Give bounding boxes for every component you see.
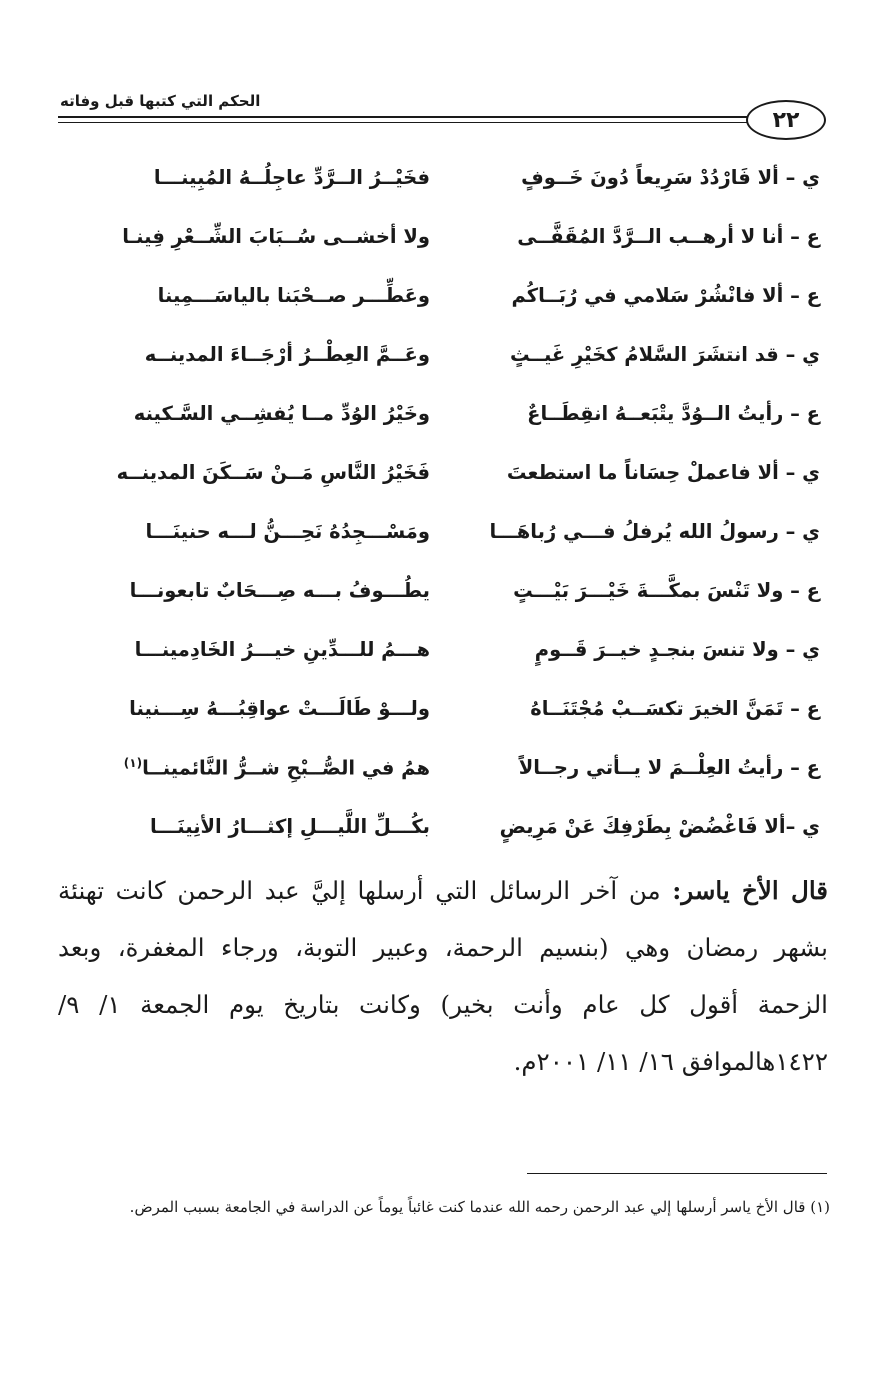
verse-second-hemistich-with-note xyxy=(70,756,430,780)
verse-second-hemistich: وعَــمَّ العِطْــرُ أرْجَــاءَ المدينــه xyxy=(144,343,430,366)
verse-second-hemistich: همُ في الصُّــبْحِ شــرُّ النَّائمينــا xyxy=(142,756,430,780)
verse-first-hemistich: ي – رسولُ الله يُرفلُ فـــي رُباهَـــا xyxy=(489,520,820,543)
verse-row xyxy=(60,166,820,206)
verse-second-hemistich: وعَطِّـــر صــحْبَنا بالياسَـــمِينا xyxy=(157,284,430,307)
verse-first-hemistich: ع – تَمَنَّ الخيرَ تكسَــبْ مُجْتَنَــاهُ xyxy=(530,697,820,720)
verse-row xyxy=(60,343,820,383)
verse-second-hemistich: يطُـــوفُ بـــه صِـــحَابٌ تابعونـــا xyxy=(129,579,430,602)
verse-first-hemistich: ع – ولا تَنْسَ بمكَّـــةَ خَيْـــرَ بَيْـــتٍ xyxy=(513,579,820,602)
verse-row xyxy=(60,225,820,265)
verse-second-hemistich: ولا أخشــى سُــبَابَ الشِّــعْرِ فِينـا xyxy=(122,225,430,248)
verse-row xyxy=(60,461,820,501)
header-rule-thin xyxy=(58,122,763,123)
page-number: ٢٢ xyxy=(772,107,800,133)
verse-first-hemistich: ي – قد انتشَرَ السَّلامُ كخَيْرِ غَيــثٍ xyxy=(509,343,820,366)
footnote-separator xyxy=(527,1173,827,1174)
page-number-badge xyxy=(746,100,826,140)
verse-second-hemistich: فَخَيْرُ النَّاسِ مَــنْ سَــكَنَ المدينــه xyxy=(116,461,430,484)
prose-paragraph xyxy=(58,862,828,1090)
verse-row xyxy=(60,520,820,560)
verse-first-hemistich: ع – رأيتُ الــوُدَّ يتْبَعــهُ انقِطَــاعٌ xyxy=(527,402,820,425)
verse-first-hemistich: ي – ألا فَارْدُدْ سَرِيعاً دُونَ خَــوفٍ xyxy=(521,166,820,189)
verse-row xyxy=(60,815,820,855)
verse-first-hemistich: ع – أنا لا أرهــب الــرَّدَّ المُقَفَّــى xyxy=(517,225,820,248)
verse-second-hemistich: ولـــوْ طَالَـــتْ عواقِبُـــهُ سِـــنينا xyxy=(129,697,430,720)
verse-first-hemistich: ع – ألا فانْشُرْ سَلامي في رُبَــاكُم xyxy=(511,284,820,307)
verse-row xyxy=(60,402,820,442)
verse-second-hemistich: وخَيْرُ الوُدِّ مــا يُفشِــي السَّـكينه xyxy=(133,402,430,425)
verse-row xyxy=(60,638,820,678)
verse-second-hemistich: ومَسْـــجِدُهُ نَحِـــنُّ لـــه حنينَـــا xyxy=(145,520,430,543)
prose-lead: قال الأخ ياسر: xyxy=(672,876,828,905)
header-rule xyxy=(58,116,763,118)
footnote-marker[interactable]: (١) xyxy=(123,756,143,770)
verse-row xyxy=(60,697,820,737)
verse-first-hemistich: ي – ولا تنسَ بنجـدٍ خيــرَ قَــومٍ xyxy=(534,638,820,661)
verse-first-hemistich: ي –ألا فَاغْضُضْ بِطَرْفِكَ عَنْ مَرِيضٍ xyxy=(499,815,820,838)
verse-second-hemistich: بكُـــلِّ اللَّيـــلِ إكثـــارُ الأنِينَـــا xyxy=(149,815,430,838)
verse-row xyxy=(60,579,820,619)
verse-first-hemistich: ي – ألا فاعملْ حِسَاناً ما استطعتَ xyxy=(506,461,820,484)
prose-text: من آخر الرسائل التي أرسلها إليَّ عبد الرحمن كانت تهنئة بشهر رمضان وهي (بنسيم الرحمة، وعبير التوبة، ورجاء المغفرة، وبعد الزحمة أقول كل عام وأنت بخير) وكانت بتاريخ يوم الجمعة ١/ ٩/ ١٤٢٢هالموافق ١٦/ ١١/ ٢٠٠١م. xyxy=(58,876,828,1076)
verse-row xyxy=(60,284,820,324)
verse-first-hemistich: ع – رأيتُ العِلْــمَ لا يــأتي رجــالاً xyxy=(518,756,820,779)
running-header-title: الحكم التي كتبها قبل وفاته xyxy=(60,92,261,110)
verse-second-hemistich: فخَيْــرُ الــرَّدِّ عاجِلُــهُ المُبِينـــا xyxy=(153,166,430,189)
footnote-text: (١) قال الأخ ياسر أرسلها إلي عبد الرحمن رحمه الله عندما كنت غائباً يوماً عن الدراسة في الجامعة بسبب المرض. xyxy=(129,1198,830,1216)
verse-second-hemistich: هـــمُ للـــدِّينِ خيـــرُ الخَادِمينـــا xyxy=(134,638,430,661)
verse-row xyxy=(60,756,820,796)
